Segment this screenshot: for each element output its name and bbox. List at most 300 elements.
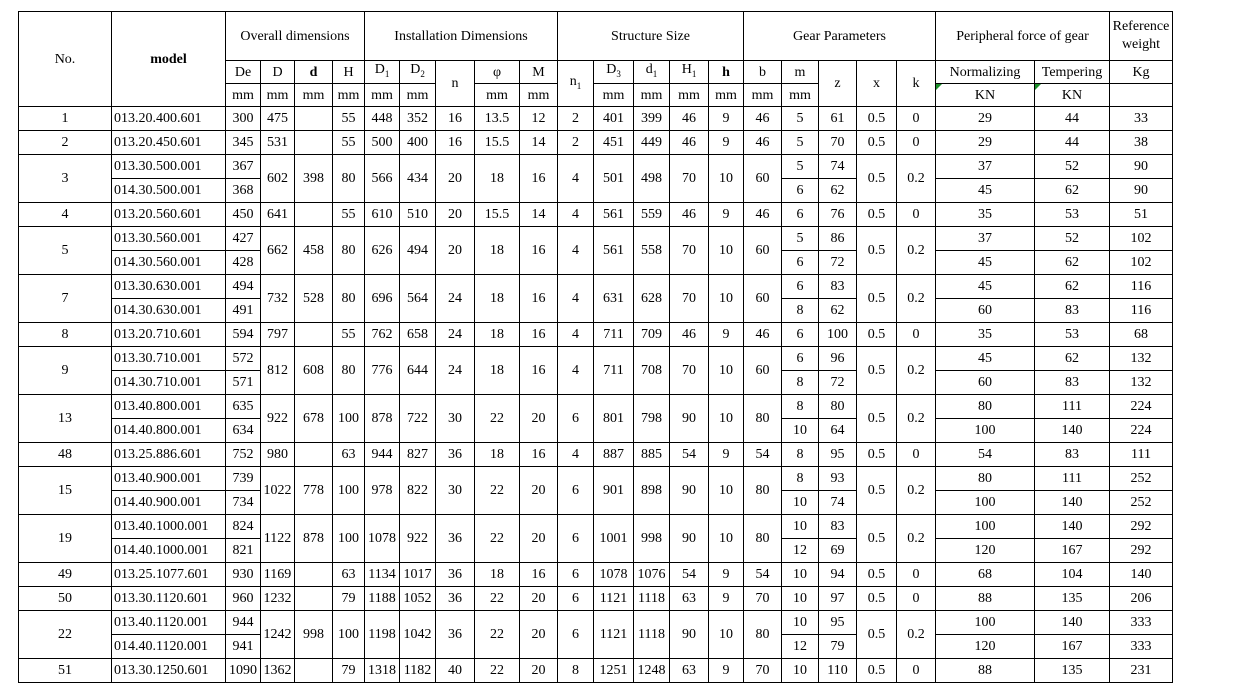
cell-z: 110 — [819, 659, 857, 683]
cell-D1: 776 — [365, 347, 400, 395]
cell-models: 014.40.1120.001 — [112, 635, 226, 659]
cell-k: 0 — [897, 107, 936, 131]
cell-x: 0.5 — [857, 131, 897, 155]
cell-kg: 116 — [1110, 275, 1173, 299]
cell-D: 1362 — [261, 659, 295, 683]
cell-z: 79 — [819, 635, 857, 659]
cell-D2: 722 — [400, 395, 436, 443]
unit-mm: mm — [475, 84, 520, 107]
cell-D3: 801 — [594, 395, 634, 443]
cell-norm: 37 — [936, 155, 1035, 179]
cell-k: 0.2 — [897, 347, 936, 395]
cell-k: 0.2 — [897, 275, 936, 323]
cell-temp: 167 — [1035, 539, 1110, 563]
cell-H: 80 — [333, 275, 365, 323]
cell-D1: 448 — [365, 107, 400, 131]
cell-H1: 90 — [670, 467, 709, 515]
cell-n: 20 — [436, 203, 475, 227]
cell-H1: 90 — [670, 395, 709, 443]
cell-temp: 167 — [1035, 635, 1110, 659]
cell-temp: 111 — [1035, 467, 1110, 491]
cell-x: 0.5 — [857, 107, 897, 131]
cell-H1: 46 — [670, 131, 709, 155]
cell-n1: 6 — [558, 587, 594, 611]
cell-M: 20 — [520, 587, 558, 611]
unit-mm: mm — [634, 84, 670, 107]
cell-m: 8 — [782, 395, 819, 419]
cell-z: 62 — [819, 299, 857, 323]
gear-spec-table — [18, 11, 1173, 683]
cell-k: 0 — [897, 203, 936, 227]
cell-x: 0.5 — [857, 467, 897, 515]
cell-x: 0.5 — [857, 395, 897, 443]
cell-D2: 1042 — [400, 611, 436, 659]
cell-D: 1122 — [261, 515, 295, 563]
cell-phi: 22 — [475, 611, 520, 659]
unit-kn: KN — [1035, 84, 1110, 107]
cell-h: 10 — [709, 611, 744, 659]
cell-norm: 120 — [936, 635, 1035, 659]
cell-H1: 70 — [670, 275, 709, 323]
cell-De: 960 — [226, 587, 261, 611]
cell-n1: 4 — [558, 155, 594, 203]
cell-D3: 901 — [594, 467, 634, 515]
table-row — [19, 155, 1173, 179]
cell-models: 013.20.400.601 — [112, 107, 226, 131]
cell-b: 46 — [744, 107, 782, 131]
cell-x: 0.5 — [857, 323, 897, 347]
cell-d — [295, 587, 333, 611]
cell-h: 9 — [709, 659, 744, 683]
cell-d1: 1248 — [634, 659, 670, 683]
cell-M: 20 — [520, 515, 558, 563]
cell-b: 46 — [744, 203, 782, 227]
cell-h: 10 — [709, 155, 744, 203]
cell-D: 797 — [261, 323, 295, 347]
cell-z: 100 — [819, 323, 857, 347]
cell-no: 7 — [19, 275, 112, 323]
unit-mm: mm — [520, 84, 558, 107]
cell-phi: 18 — [475, 347, 520, 395]
cell-temp: 44 — [1035, 131, 1110, 155]
cell-H: 100 — [333, 395, 365, 443]
cell-z: 69 — [819, 539, 857, 563]
cell-D: 662 — [261, 227, 295, 275]
cell-D2: 564 — [400, 275, 436, 323]
cell-no: 13 — [19, 395, 112, 443]
cell-kg: 33 — [1110, 107, 1173, 131]
table-row — [19, 323, 1173, 347]
cell-d — [295, 107, 333, 131]
cell-k: 0 — [897, 443, 936, 467]
col-De: De — [226, 61, 261, 84]
cell-kg: 38 — [1110, 131, 1173, 155]
cell-D: 531 — [261, 131, 295, 155]
cell-n1: 4 — [558, 443, 594, 467]
cell-phi: 22 — [475, 467, 520, 515]
cell-De: 450 — [226, 203, 261, 227]
cell-temp: 62 — [1035, 275, 1110, 299]
col-n1: $n_1$ — [558, 61, 594, 107]
cell-n: 36 — [436, 611, 475, 659]
cell-D3: 1001 — [594, 515, 634, 563]
cell-D2: 644 — [400, 347, 436, 395]
cell-m: 10 — [782, 611, 819, 635]
cell-De: 345 — [226, 131, 261, 155]
cell-temp: 135 — [1035, 659, 1110, 683]
table-row — [19, 659, 1173, 683]
cell-norm: 45 — [936, 347, 1035, 371]
cell-d1: 898 — [634, 467, 670, 515]
cell-H1: 54 — [670, 563, 709, 587]
cell-M: 16 — [520, 323, 558, 347]
cell-De: 734 — [226, 491, 261, 515]
cell-n: 20 — [436, 155, 475, 203]
cell-H1: 70 — [670, 347, 709, 395]
cell-kg: 206 — [1110, 587, 1173, 611]
cell-D2: 352 — [400, 107, 436, 131]
cell-models: 013.30.1120.601 — [112, 587, 226, 611]
cell-H: 55 — [333, 131, 365, 155]
cell-b: 60 — [744, 347, 782, 395]
cell-M: 16 — [520, 443, 558, 467]
cell-D1: 610 — [365, 203, 400, 227]
cell-H1: 46 — [670, 203, 709, 227]
cell-kg: 102 — [1110, 227, 1173, 251]
cell-norm: 88 — [936, 659, 1035, 683]
cell-n: 36 — [436, 563, 475, 587]
cell-m: 12 — [782, 539, 819, 563]
cell-d — [295, 443, 333, 467]
cell-n: 36 — [436, 515, 475, 563]
cell-norm: 35 — [936, 323, 1035, 347]
unit-mm: mm — [400, 84, 436, 107]
cell-De: 368 — [226, 179, 261, 203]
cell-d1: 998 — [634, 515, 670, 563]
cell-D3: 887 — [594, 443, 634, 467]
col-M: M — [520, 61, 558, 84]
cell-temp: 83 — [1035, 299, 1110, 323]
cell-De: 300 — [226, 107, 261, 131]
col-phi: φ — [475, 61, 520, 84]
cell-d1: 399 — [634, 107, 670, 131]
cell-De: 944 — [226, 611, 261, 635]
cell-temp: 83 — [1035, 443, 1110, 467]
cell-b: 70 — [744, 659, 782, 683]
cell-x: 0.5 — [857, 611, 897, 659]
cell-H: 100 — [333, 515, 365, 563]
cell-m: 10 — [782, 587, 819, 611]
cell-D3: 561 — [594, 227, 634, 275]
cell-m: 5 — [782, 131, 819, 155]
gear-parameters-header: Gear Parameters — [744, 12, 936, 61]
cell-models: 014.30.500.001 — [112, 179, 226, 203]
cell-kg: 111 — [1110, 443, 1173, 467]
cell-D: 732 — [261, 275, 295, 323]
cell-m: 6 — [782, 251, 819, 275]
cell-models: 014.30.560.001 — [112, 251, 226, 275]
cell-D2: 827 — [400, 443, 436, 467]
cell-h: 10 — [709, 515, 744, 563]
cell-d: 998 — [295, 611, 333, 659]
cell-m: 8 — [782, 443, 819, 467]
cell-d1: 628 — [634, 275, 670, 323]
cell-k: 0.2 — [897, 227, 936, 275]
unit-mm: mm — [709, 84, 744, 107]
cell-d: 878 — [295, 515, 333, 563]
cell-k: 0.2 — [897, 155, 936, 203]
cell-D3: 711 — [594, 323, 634, 347]
cell-m: 12 — [782, 635, 819, 659]
unit-mm: mm — [333, 84, 365, 107]
cell-M: 20 — [520, 659, 558, 683]
table-row — [19, 347, 1173, 371]
cell-d: 778 — [295, 467, 333, 515]
cell-n1: 6 — [558, 395, 594, 443]
cell-M: 14 — [520, 131, 558, 155]
cell-d: 398 — [295, 155, 333, 203]
cell-models: 013.20.560.601 — [112, 203, 226, 227]
cell-d1: 885 — [634, 443, 670, 467]
unit-mm: mm — [261, 84, 295, 107]
cell-norm: 80 — [936, 395, 1035, 419]
cell-H1: 70 — [670, 155, 709, 203]
cell-D3: 1121 — [594, 587, 634, 611]
cell-D2: 434 — [400, 155, 436, 203]
cell-x: 0.5 — [857, 659, 897, 683]
cell-b: 60 — [744, 155, 782, 203]
cell-D: 1169 — [261, 563, 295, 587]
cell-no: 8 — [19, 323, 112, 347]
cell-k: 0 — [897, 131, 936, 155]
cell-norm: 88 — [936, 587, 1035, 611]
cell-D3: 1251 — [594, 659, 634, 683]
cell-De: 427 — [226, 227, 261, 251]
cell-temp: 135 — [1035, 587, 1110, 611]
cell-h: 9 — [709, 443, 744, 467]
cell-phi: 22 — [475, 659, 520, 683]
cell-n1: 6 — [558, 563, 594, 587]
cell-H1: 63 — [670, 587, 709, 611]
cell-no: 19 — [19, 515, 112, 563]
cell-D: 980 — [261, 443, 295, 467]
cell-D2: 400 — [400, 131, 436, 155]
cell-b: 80 — [744, 395, 782, 443]
cell-phi: 18 — [475, 323, 520, 347]
cell-m: 5 — [782, 107, 819, 131]
cell-z: 83 — [819, 515, 857, 539]
cell-m: 8 — [782, 371, 819, 395]
cell-h: 10 — [709, 347, 744, 395]
cell-D1: 1188 — [365, 587, 400, 611]
cell-D1: 1078 — [365, 515, 400, 563]
cell-b: 80 — [744, 515, 782, 563]
cell-z: 64 — [819, 419, 857, 443]
cell-models: 013.40.1000.001 — [112, 515, 226, 539]
cell-models: 013.30.710.001 — [112, 347, 226, 371]
cell-H1: 54 — [670, 443, 709, 467]
cell-De: 594 — [226, 323, 261, 347]
cell-z: 70 — [819, 131, 857, 155]
cell-d: 608 — [295, 347, 333, 395]
cell-phi: 22 — [475, 587, 520, 611]
cell-b: 60 — [744, 227, 782, 275]
cell-norm: 100 — [936, 515, 1035, 539]
cell-d1: 709 — [634, 323, 670, 347]
unit-mm: mm — [295, 84, 333, 107]
cell-n1: 4 — [558, 227, 594, 275]
cell-D2: 1017 — [400, 563, 436, 587]
cell-kg: 51 — [1110, 203, 1173, 227]
cell-H: 80 — [333, 347, 365, 395]
cell-kg: 132 — [1110, 347, 1173, 371]
cell-no: 22 — [19, 611, 112, 659]
col-D: D — [261, 61, 295, 84]
table-row — [19, 275, 1173, 299]
cell-m: 10 — [782, 659, 819, 683]
cell-D2: 922 — [400, 515, 436, 563]
cell-d1: 558 — [634, 227, 670, 275]
cell-H: 79 — [333, 587, 365, 611]
table-body — [19, 107, 1173, 683]
cell-no: 2 — [19, 131, 112, 155]
cell-n: 24 — [436, 275, 475, 323]
cell-norm: 45 — [936, 251, 1035, 275]
cell-norm: 45 — [936, 275, 1035, 299]
cell-m: 10 — [782, 563, 819, 587]
cell-m: 5 — [782, 155, 819, 179]
cell-kg: 292 — [1110, 539, 1173, 563]
cell-no: 49 — [19, 563, 112, 587]
cell-models: 013.20.710.601 — [112, 323, 226, 347]
cell-m: 10 — [782, 515, 819, 539]
col-m: m — [782, 61, 819, 84]
cell-x: 0.5 — [857, 227, 897, 275]
cell-H1: 90 — [670, 611, 709, 659]
cell-D1: 1134 — [365, 563, 400, 587]
cell-temp: 62 — [1035, 251, 1110, 275]
cell-temp: 140 — [1035, 419, 1110, 443]
cell-D1: 762 — [365, 323, 400, 347]
cell-kg: 90 — [1110, 155, 1173, 179]
cell-n1: 6 — [558, 515, 594, 563]
cell-temp: 53 — [1035, 203, 1110, 227]
cell-h: 10 — [709, 467, 744, 515]
cell-M: 20 — [520, 395, 558, 443]
cell-phi: 13.5 — [475, 107, 520, 131]
cell-De: 739 — [226, 467, 261, 491]
cell-x: 0.5 — [857, 563, 897, 587]
cell-n: 36 — [436, 587, 475, 611]
cell-D2: 1052 — [400, 587, 436, 611]
cell-d — [295, 563, 333, 587]
cell-m: 10 — [782, 419, 819, 443]
cell-k: 0 — [897, 323, 936, 347]
cell-models: 014.40.900.001 — [112, 491, 226, 515]
cell-d: 528 — [295, 275, 333, 323]
cell-no: 3 — [19, 155, 112, 203]
cell-D3: 1078 — [594, 563, 634, 587]
structure-size-header: Structure Size — [558, 12, 744, 61]
cell-D3: 711 — [594, 347, 634, 395]
cell-kg: 224 — [1110, 419, 1173, 443]
cell-M: 16 — [520, 347, 558, 395]
unit-mm: mm — [226, 84, 261, 107]
cell-temp: 52 — [1035, 227, 1110, 251]
cell-no: 50 — [19, 587, 112, 611]
cell-phi: 18 — [475, 563, 520, 587]
cell-x: 0.5 — [857, 443, 897, 467]
cell-kg: 252 — [1110, 467, 1173, 491]
cell-D: 1242 — [261, 611, 295, 659]
cell-temp: 104 — [1035, 563, 1110, 587]
cell-h: 9 — [709, 323, 744, 347]
cell-D2: 1182 — [400, 659, 436, 683]
cell-norm: 29 — [936, 131, 1035, 155]
cell-H: 55 — [333, 107, 365, 131]
col-kg: Kg — [1110, 61, 1173, 84]
table-row — [19, 395, 1173, 419]
cell-b: 46 — [744, 323, 782, 347]
cell-z: 76 — [819, 203, 857, 227]
cell-k: 0.2 — [897, 467, 936, 515]
cell-D3: 561 — [594, 203, 634, 227]
cell-temp: 52 — [1035, 155, 1110, 179]
cell-d1: 449 — [634, 131, 670, 155]
cell-H1: 90 — [670, 515, 709, 563]
col-normalizing: Normalizing — [936, 61, 1035, 84]
cell-D: 922 — [261, 395, 295, 443]
installation-dimensions-header: Installation Dimensions — [365, 12, 558, 61]
cell-d — [295, 659, 333, 683]
cell-no: 5 — [19, 227, 112, 275]
table-row — [19, 107, 1173, 131]
cell-z: 61 — [819, 107, 857, 131]
cell-kg: 140 — [1110, 563, 1173, 587]
col-b: b — [744, 61, 782, 84]
cell-d1: 498 — [634, 155, 670, 203]
cell-D1: 1318 — [365, 659, 400, 683]
model-header: model — [112, 12, 226, 107]
cell-models: 013.30.560.001 — [112, 227, 226, 251]
cell-De: 571 — [226, 371, 261, 395]
cell-D3: 501 — [594, 155, 634, 203]
cell-kg: 132 — [1110, 371, 1173, 395]
cell-M: 20 — [520, 467, 558, 515]
cell-d1: 1118 — [634, 587, 670, 611]
cell-x: 0.5 — [857, 515, 897, 563]
cell-phi: 22 — [475, 515, 520, 563]
cell-models: 013.40.1120.001 — [112, 611, 226, 635]
cell-temp: 62 — [1035, 179, 1110, 203]
cell-n: 16 — [436, 131, 475, 155]
cell-norm: 100 — [936, 419, 1035, 443]
cell-b: 60 — [744, 275, 782, 323]
cell-norm: 100 — [936, 611, 1035, 635]
cell-n1: 4 — [558, 275, 594, 323]
cell-m: 6 — [782, 323, 819, 347]
cell-no: 1 — [19, 107, 112, 131]
cell-no: 15 — [19, 467, 112, 515]
cell-norm: 45 — [936, 179, 1035, 203]
cell-models: 013.25.1077.601 — [112, 563, 226, 587]
cell-kg: 252 — [1110, 491, 1173, 515]
cell-h: 9 — [709, 587, 744, 611]
table-row — [19, 515, 1173, 539]
cell-h: 9 — [709, 107, 744, 131]
cell-h: 9 — [709, 203, 744, 227]
col-tempering: Tempering — [1035, 61, 1110, 84]
